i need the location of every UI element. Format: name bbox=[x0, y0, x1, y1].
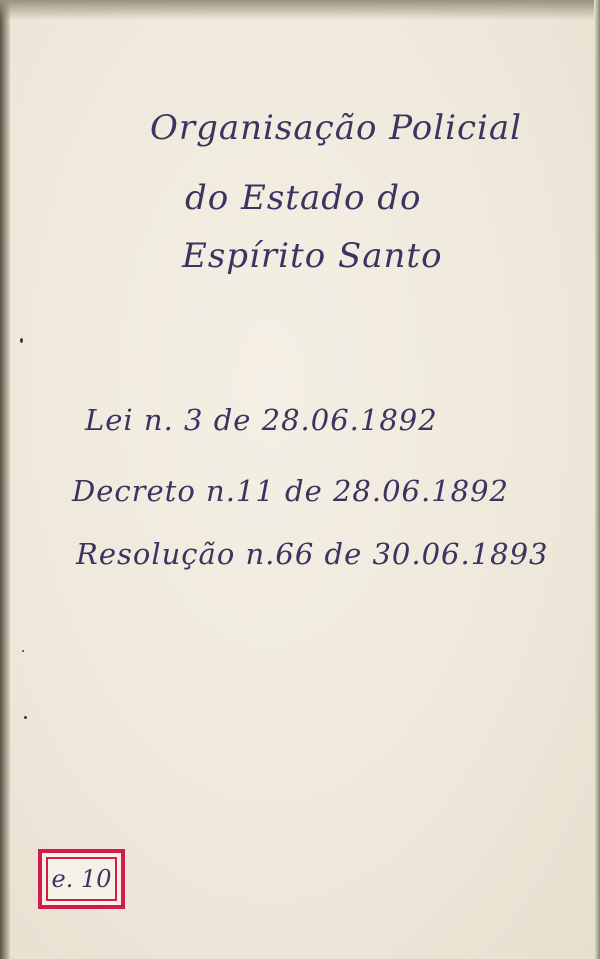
top-edge-shadow bbox=[0, 0, 600, 20]
title-line-2: do Estado do bbox=[185, 178, 422, 218]
reference-decree: Decreto n.11 de 28.06.1892 bbox=[72, 474, 510, 508]
reference-resolution: Resolução n.66 de 30.06.1893 bbox=[76, 537, 549, 571]
paper-speck bbox=[24, 716, 27, 719]
paper-speck bbox=[20, 338, 23, 343]
title-line-3: Espírito Santo bbox=[182, 236, 443, 276]
reference-law: Lei n. 3 de 28.06.1892 bbox=[85, 403, 438, 437]
catalog-label bbox=[38, 849, 125, 909]
catalog-label-text: e. 10 bbox=[51, 865, 112, 893]
title-line-1: Organisação Policial bbox=[150, 108, 523, 148]
paper-speck bbox=[22, 650, 24, 652]
